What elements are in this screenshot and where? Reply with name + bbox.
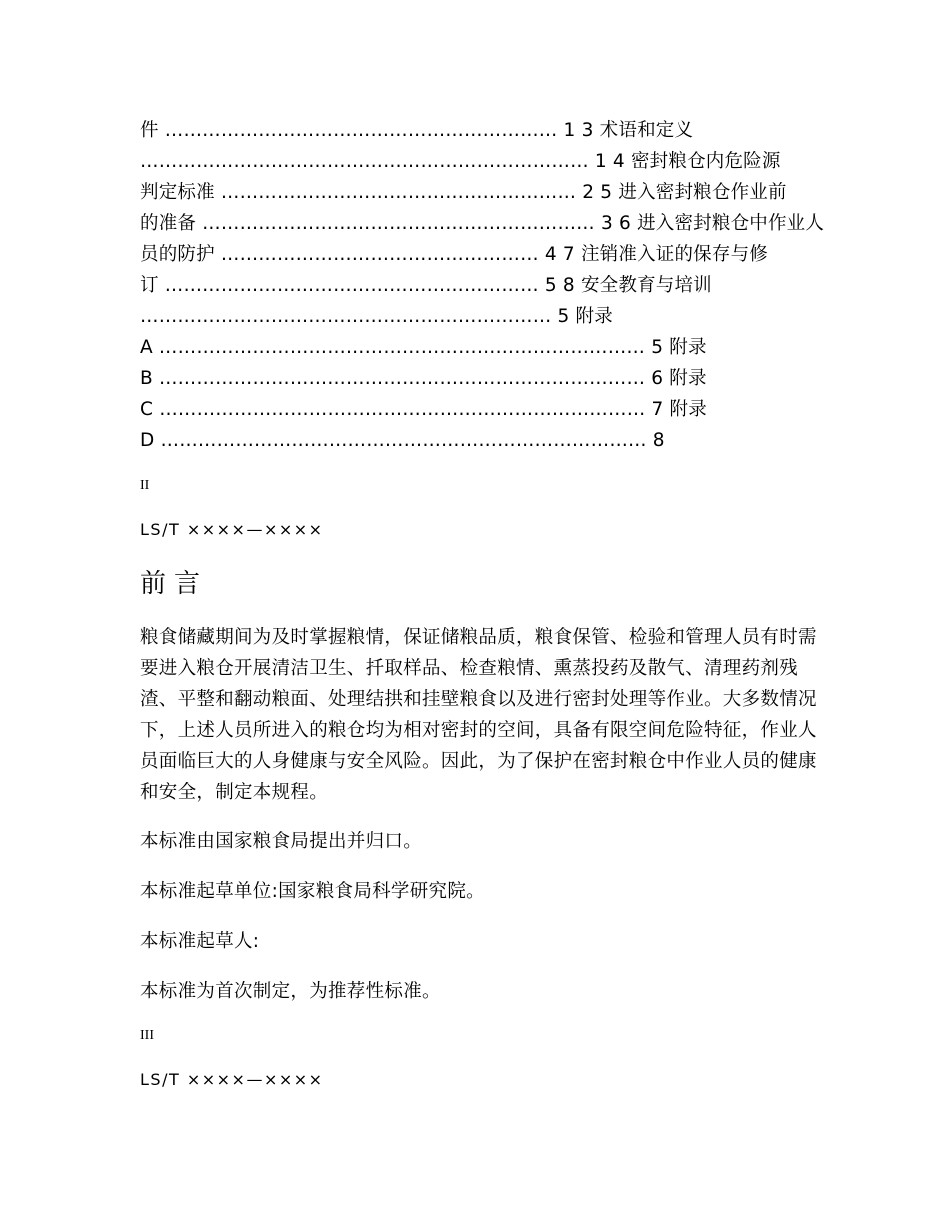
toc-line: B …………………………………………………………………… 6 附录 bbox=[140, 368, 707, 389]
toc-line: ………………………………………………………… 5 附录 bbox=[140, 306, 613, 327]
toc-line: D …………………………………………………………………… 8 bbox=[140, 430, 665, 451]
toc-line: 员的防护 …………………………………………… 4 7 注销准入证的保存与修 bbox=[140, 244, 768, 265]
page-number-roman: III bbox=[140, 1028, 154, 1043]
standard-code: LS/T ××××—×××× bbox=[140, 1070, 324, 1089]
toc-line: C …………………………………………………………………… 7 附录 bbox=[140, 399, 707, 420]
foreword-status: 本标准为首次制定，为推荐性标准。 bbox=[140, 981, 441, 1002]
toc-line: 订 …………………………………………………… 5 8 安全教育与培训 bbox=[140, 275, 712, 296]
toc-line: 判定标准 ………………………………………………… 2 5 进入密封粮仓作业前 bbox=[140, 182, 787, 203]
standard-code: LS/T ××××—×××× bbox=[140, 520, 324, 539]
toc-line: ……………………………………………………………… 1 4 密封粮仓内危险源 bbox=[140, 151, 781, 172]
foreword-drafting-unit: 本标准起草单位:国家粮食局科学研究院。 bbox=[140, 881, 485, 902]
toc-line: 的准备 ……………………………………………………… 3 6 进入密封粮仓中作业人 bbox=[140, 213, 825, 234]
toc-line: A …………………………………………………………………… 5 附录 bbox=[140, 337, 707, 358]
toc-line: 件 ……………………………………………………… 1 3 术语和定义 bbox=[140, 120, 694, 141]
foreword-drafters: 本标准起草人: bbox=[140, 931, 260, 952]
foreword-managed-by: 本标准由国家粮食局提出并归口。 bbox=[140, 831, 423, 852]
foreword-body: 粮食储藏期间为及时掌握粮情，保证储粮品质，粮食保管、检验和管理人员有时需要进入粮仓开展清洁卫生、扦取样品、检查粮情、熏蒸投药及散气、清理药剂残渣、平整和翻动粮面、处理结拱和挂壁粮食以及进行密封处理等作业。大多数情况下，上述人员所进入的粮仓均为相对密封的空间，具备有限空间危险特征，作业人员面临巨大的人身健康与安全风险。因此，为了保护在密封粮仓中作业人员的健康和安全，制定本规程。 bbox=[140, 627, 817, 803]
page-number-roman: II bbox=[140, 478, 150, 493]
foreword-title: 前言 bbox=[140, 569, 209, 599]
